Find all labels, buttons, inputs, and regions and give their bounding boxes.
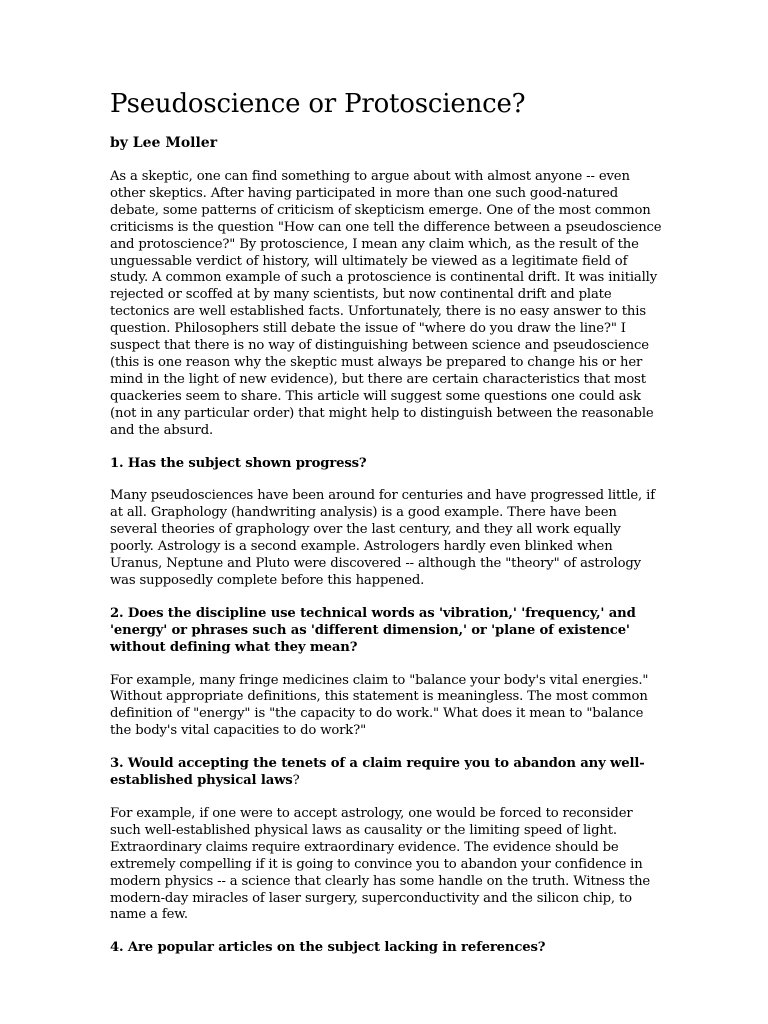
question-1-heading: 1. Has the subject shown progress? [110, 455, 367, 471]
question-3-mark: ? [292, 773, 300, 789]
article-title: Pseudoscience or Protoscience? [110, 89, 526, 119]
question-3-text: 3. Would accepting the tenets of a claim require you to abandon any well-established physical laws [110, 756, 645, 789]
intro-paragraph: As a skeptic, one can find something to argue about with almost anyone -- even other skeptics. After having participated in more than one such good-natured debate, some patterns of criticism of skepticism emerge. One of the most common criticisms is the question "How can one tell the difference between a pseudoscience and protoscience?" By protoscience, I mean any claim which, as the result of the unguessable verdict of history, will ultimately be viewed as a legitimate field of study. A common example of such a protoscience is continental drift. It was initially rejected or scoffed at by many scientists, but now continental drift and plate tectonics are well established facts. Unfortunately, there is no easy answer to this question. Philosophers still debate the issue of "where do you draw the line?" I suspect that there is no way of distinguishing between science and pseudoscience (this is one reason why the skeptic must always be prepared to change his or her mind in the light of new evidence), but there are certain characteristics that most quackeries seem to share. This article will suggest some questions one could ask (not in any particular order) that might help to distinguish between the reasonable and the absurd. [110, 169, 662, 438]
answer-2-paragraph: For example, many fringe medicines claim to "balance your body's vital energies." Without appropriate definitions, this statement is meaningless. The most common definition of "energy" is "the capacity to do work." What does it mean to "balance the body's vital capacities to do work?" [110, 672, 649, 739]
article-byline: by Lee Moller [110, 135, 218, 151]
answer-1-paragraph: Many pseudosciences have been around for centuries and have progressed little, if at all. Graphology (handwriting analysis) is a good example. There have been several theories of graphology over the last century, and they all work equally poorly. Astrology is a second example. Astrologers hardly even blinked when Uranus, Neptune and Pluto were discovered -- although the "theory" of astrology was supposedly complete before this happened. [110, 488, 655, 588]
document-page [110, 88, 662, 973]
question-2-heading: 2. Does the discipline use technical words as 'vibration,' 'frequency,' and 'energy' or phrases such as 'different dimension,' or 'plane of existence' without defining what they mean? [110, 605, 636, 655]
answer-3-paragraph: For example, if one were to accept astrology, one would be forced to reconsider such well-established physical laws as causality or the limiting speed of light. Extraordinary claims require extraordinary evidence. The evidence should be extremely compelling if it is going to convince you to abandon your confidence in modern physics -- a science that clearly has some handle on the truth. Witness the modern-day miracles of laser surgery, superconductivity and the silicon chip, to name a few. [110, 806, 651, 923]
question-4-heading: 4. Are popular articles on the subject lacking in references? [110, 940, 546, 956]
question-3-heading [110, 756, 662, 790]
